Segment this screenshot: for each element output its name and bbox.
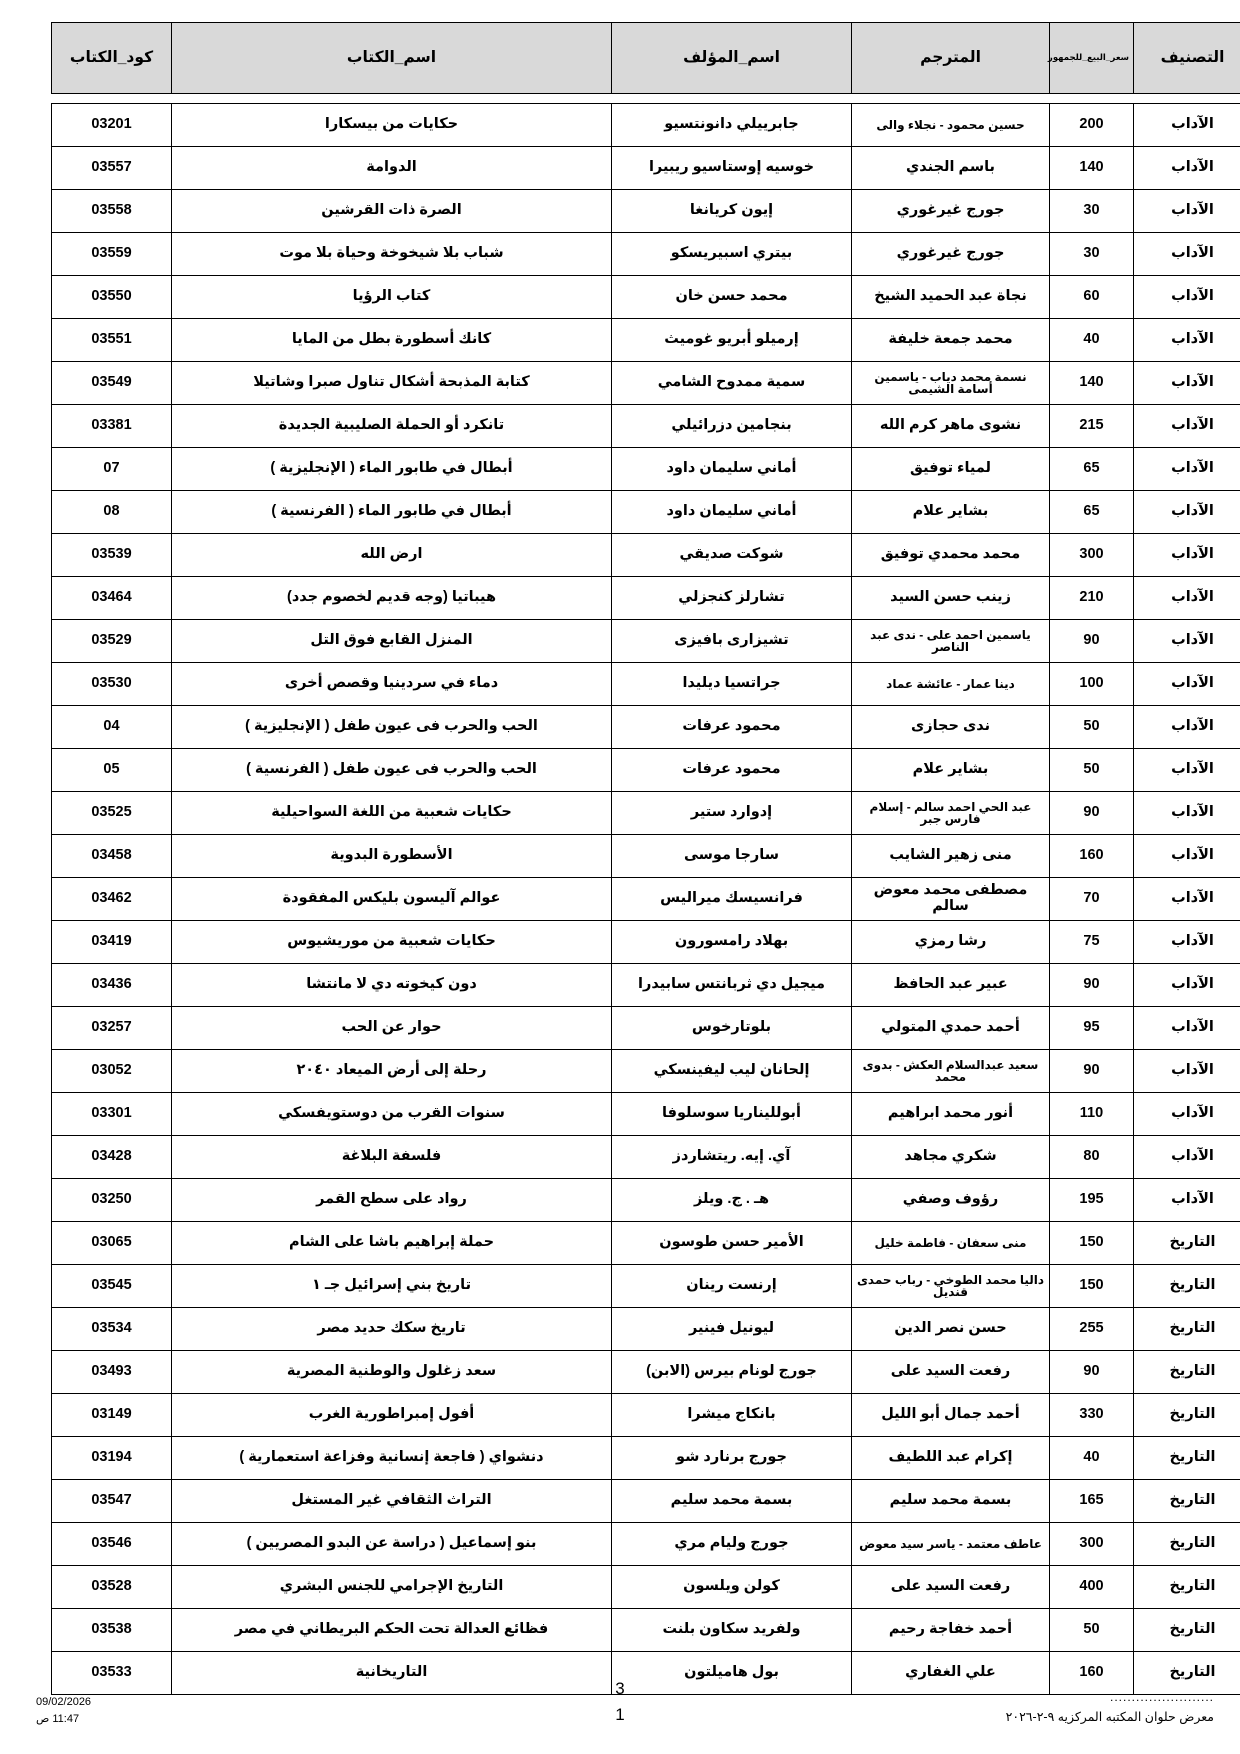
cell-title: حوار عن الحب: [172, 1007, 612, 1050]
cell-translator: دينا عمار - عائشة عماد: [852, 663, 1050, 706]
cell-code: 03194: [52, 1437, 172, 1480]
cell-classification: التاريخ: [1134, 1394, 1240, 1437]
footer-event-name: معرض حلوان المكتبه المركزيه ٩-٢-٢٠٢٦: [1005, 1710, 1214, 1725]
cell-classification: الآداب: [1134, 534, 1240, 577]
cell-code: 03149: [52, 1394, 172, 1437]
cell-price: 195: [1050, 1179, 1134, 1222]
table-row[interactable]: [52, 1480, 1240, 1523]
cell-classification: الآداب: [1134, 964, 1240, 1007]
cell-classification: الآداب: [1134, 620, 1240, 663]
cell-price: 30: [1050, 233, 1134, 276]
cell-title: المنزل القابع فوق التل: [172, 620, 612, 663]
cell-title: ارض الله: [172, 534, 612, 577]
cell-translator: زينب حسن السيد: [852, 577, 1050, 620]
footer-date: 09/02/2026: [36, 1696, 92, 1708]
table-row[interactable]: [52, 577, 1240, 620]
table-row[interactable]: [52, 233, 1240, 276]
table-row[interactable]: [52, 1394, 1240, 1437]
cell-price: 150: [1050, 1265, 1134, 1308]
cell-code: 03557: [52, 147, 172, 190]
column-header-price[interactable]: سعر_البيع_للجمهور: [1050, 23, 1134, 94]
table-row[interactable]: [52, 835, 1240, 878]
cell-author: فرانسيسك ميراليس: [612, 878, 852, 921]
cell-classification: الآداب: [1134, 319, 1240, 362]
cell-classification: الآداب: [1134, 147, 1240, 190]
cell-author: إرميلو أبريو غوميث: [612, 319, 852, 362]
table-row[interactable]: [52, 190, 1240, 233]
cell-author: بانكاج ميشرا: [612, 1394, 852, 1437]
cell-translator: إكرام عبد اللطيف: [852, 1437, 1050, 1480]
cell-translator: علي الغفاري: [852, 1652, 1050, 1695]
cell-translator: بسمة محمد سليم: [852, 1480, 1050, 1523]
cell-price: 215: [1050, 405, 1134, 448]
cell-code: 08: [52, 491, 172, 534]
cell-title: الحب والحرب فى عيون طفل ( الفرنسية ): [172, 749, 612, 792]
cell-classification: التاريخ: [1134, 1437, 1240, 1480]
cell-author: إرنست رينان: [612, 1265, 852, 1308]
cell-classification: الآداب: [1134, 663, 1240, 706]
table-row[interactable]: [52, 878, 1240, 921]
cell-classification: التاريخ: [1134, 1265, 1240, 1308]
cell-author: بسمة محمد سليم: [612, 1480, 852, 1523]
cell-classification: التاريخ: [1134, 1480, 1240, 1523]
cell-code: 05: [52, 749, 172, 792]
cell-price: 110: [1050, 1093, 1134, 1136]
cell-classification: الآداب: [1134, 190, 1240, 233]
cell-title: هيباتيا (وجه قديم لخصوم جدد): [172, 577, 612, 620]
header-body-spacer: [52, 94, 1240, 104]
cell-author: أبولليناريا سوسلوفا: [612, 1093, 852, 1136]
cell-price: 50: [1050, 1609, 1134, 1652]
footer-time: 11:47 ص: [36, 1713, 80, 1726]
cell-author: بول هاميلتون: [612, 1652, 852, 1695]
cell-title: أبطال في طابور الماء ( الفرنسية ): [172, 491, 612, 534]
cell-price: 90: [1050, 620, 1134, 663]
cell-translator: شكري مجاهد: [852, 1136, 1050, 1179]
table-row[interactable]: [52, 534, 1240, 577]
cell-author: محمود عرفات: [612, 749, 852, 792]
cell-author: سمية ممدوح الشامي: [612, 362, 852, 405]
table-row[interactable]: [52, 1437, 1240, 1480]
cell-code: 03464: [52, 577, 172, 620]
cell-classification: الآداب: [1134, 362, 1240, 405]
table-row[interactable]: [52, 1093, 1240, 1136]
cell-translator: أحمد حمدي المتولي: [852, 1007, 1050, 1050]
table-row[interactable]: [52, 319, 1240, 362]
cell-translator: حسن نصر الدين: [852, 1308, 1050, 1351]
cell-code: 07: [52, 448, 172, 491]
cell-code: 03546: [52, 1523, 172, 1566]
cell-title: الصرة ذات القرشين: [172, 190, 612, 233]
cell-title: حكايات شعبية من موريشيوس: [172, 921, 612, 964]
cell-code: 03052: [52, 1050, 172, 1093]
cell-title: تانكرد أو الحملة الصليبية الجديدة: [172, 405, 612, 448]
cell-classification: الآداب: [1134, 792, 1240, 835]
cell-classification: الآداب: [1134, 448, 1240, 491]
cell-translator: ياسمين احمد على - ندى عبد الناصر: [852, 620, 1050, 663]
cell-code: 03250: [52, 1179, 172, 1222]
cell-price: 90: [1050, 964, 1134, 1007]
cell-code: 04: [52, 706, 172, 749]
cell-author: بهلاد رامسورون: [612, 921, 852, 964]
cell-author: بلوتارخوس: [612, 1007, 852, 1050]
cell-title: الأسطورة البدوية: [172, 835, 612, 878]
footer-page-number-bottom: 1: [615, 1704, 625, 1724]
cell-title: أبطال في طابور الماء ( الإنجليزية ): [172, 448, 612, 491]
table-row[interactable]: [52, 491, 1240, 534]
cell-title: دماء في سردينيا وقصص أخرى: [172, 663, 612, 706]
cell-translator: عاطف معتمد - ياسر سيد معوض: [852, 1523, 1050, 1566]
cell-translator: نسمة محمد دياب - ياسمين أسامة الشيمى: [852, 362, 1050, 405]
cell-title: حكايات شعبية من اللغة السواحيلية: [172, 792, 612, 835]
table-row[interactable]: [52, 1609, 1240, 1652]
cell-title: حكايات من بيسكارا: [172, 104, 612, 147]
cell-price: 65: [1050, 491, 1134, 534]
cell-price: 400: [1050, 1566, 1134, 1609]
cell-price: 165: [1050, 1480, 1134, 1523]
cell-price: 40: [1050, 319, 1134, 362]
cell-price: 160: [1050, 835, 1134, 878]
cell-code: 03458: [52, 835, 172, 878]
cell-price: 300: [1050, 1523, 1134, 1566]
cell-author: آي. إيه. ريتشاردز: [612, 1136, 852, 1179]
cell-author: الأمير حسن طوسون: [612, 1222, 852, 1265]
cell-title: أفول إمبراطورية الغرب: [172, 1394, 612, 1437]
cell-code: 03301: [52, 1093, 172, 1136]
cell-code: 03428: [52, 1136, 172, 1179]
table-row[interactable]: [52, 749, 1240, 792]
cell-translator: رؤوف وصفي: [852, 1179, 1050, 1222]
cell-price: 200: [1050, 104, 1134, 147]
cell-code: 03539: [52, 534, 172, 577]
cell-classification: الآداب: [1134, 405, 1240, 448]
cell-author: جورج برنارد شو: [612, 1437, 852, 1480]
cell-author: تشارلز كنجزلي: [612, 577, 852, 620]
spacer-cell: [52, 94, 1240, 104]
cell-author: أماني سليمان داود: [612, 491, 852, 534]
cell-price: 80: [1050, 1136, 1134, 1179]
cell-author: محمود عرفات: [612, 706, 852, 749]
cell-code: 03550: [52, 276, 172, 319]
cell-author: تشيزارى بافيزى: [612, 620, 852, 663]
cell-code: 03538: [52, 1609, 172, 1652]
cell-translator: داليا محمد الطوخي - رباب حمدى قنديل: [852, 1265, 1050, 1308]
cell-classification: التاريخ: [1134, 1523, 1240, 1566]
cell-price: 330: [1050, 1394, 1134, 1437]
cell-code: 03534: [52, 1308, 172, 1351]
cell-classification: الآداب: [1134, 276, 1240, 319]
cell-translator: حسين محمود - نجلاء والى: [852, 104, 1050, 147]
cell-title: عوالم آليسون بليكس المفقودة: [172, 878, 612, 921]
column-header-title[interactable]: اسم_الكتاب: [172, 23, 612, 94]
table-row[interactable]: [52, 620, 1240, 663]
cell-classification: الآداب: [1134, 749, 1240, 792]
cell-classification: التاريخ: [1134, 1566, 1240, 1609]
cell-classification: الآداب: [1134, 491, 1240, 534]
cell-classification: الآداب: [1134, 1050, 1240, 1093]
cell-author: ميجيل دي ثربانتس سابيدرا: [612, 964, 852, 1007]
cell-code: 03381: [52, 405, 172, 448]
cell-price: 65: [1050, 448, 1134, 491]
cell-title: رحلة إلى أرض الميعاد ٢٠٤٠: [172, 1050, 612, 1093]
cell-translator: محمد محمدي توفيق: [852, 534, 1050, 577]
cell-code: 03547: [52, 1480, 172, 1523]
cell-price: 70: [1050, 878, 1134, 921]
cell-author: جورج وليام مري: [612, 1523, 852, 1566]
cell-price: 100: [1050, 663, 1134, 706]
cell-translator: سعيد عبدالسلام العكش - بدوى محمد: [852, 1050, 1050, 1093]
cell-translator: مصطفى محمد معوض سالم: [852, 878, 1050, 921]
cell-translator: ندى حجازى: [852, 706, 1050, 749]
cell-title: حملة إبراهيم باشا على الشام: [172, 1222, 612, 1265]
footer-event-info: [1006, 1688, 1214, 1727]
table-row[interactable]: [52, 448, 1240, 491]
table-row[interactable]: [52, 1523, 1240, 1566]
cell-translator: نشوى ماهر كرم الله: [852, 405, 1050, 448]
cell-classification: الآداب: [1134, 577, 1240, 620]
cell-code: 03257: [52, 1007, 172, 1050]
cell-price: 75: [1050, 921, 1134, 964]
cell-translator: باسم الجندي: [852, 147, 1050, 190]
cell-classification: الآداب: [1134, 1093, 1240, 1136]
cell-author: سارجا موسى: [612, 835, 852, 878]
cell-classification: التاريخ: [1134, 1652, 1240, 1695]
cell-code: 03529: [52, 620, 172, 663]
cell-price: 150: [1050, 1222, 1134, 1265]
column-header-code[interactable]: كود_الكتاب: [52, 23, 172, 94]
cell-title: كانك أسطورة بطل من المايا: [172, 319, 612, 362]
table-row[interactable]: [52, 1136, 1240, 1179]
cell-author: إدوارد ستير: [612, 792, 852, 835]
table-row[interactable]: [52, 1265, 1240, 1308]
table-row[interactable]: [52, 1308, 1240, 1351]
cell-code: 03525: [52, 792, 172, 835]
cell-price: 210: [1050, 577, 1134, 620]
footer-dots: ........................: [1109, 1690, 1214, 1704]
cell-code: 03419: [52, 921, 172, 964]
cell-price: 300: [1050, 534, 1134, 577]
cell-code: 03558: [52, 190, 172, 233]
page-footer: [0, 1679, 1240, 1754]
cell-translator: أحمد خفاجة رحيم: [852, 1609, 1050, 1652]
cell-code: 03201: [52, 104, 172, 147]
cell-title: التاريخ الإجرامي للجنس البشري: [172, 1566, 612, 1609]
cell-title: رواد على سطح القمر: [172, 1179, 612, 1222]
cell-code: 03528: [52, 1566, 172, 1609]
cell-translator: نجاة عبد الحميد الشيخ: [852, 276, 1050, 319]
cell-translator: جورج غيرغوري: [852, 233, 1050, 276]
cell-classification: التاريخ: [1134, 1351, 1240, 1394]
cell-author: كولن ويلسون: [612, 1566, 852, 1609]
cell-title: دنشواي ( فاجعة إنسانية وفزاعة استعمارية ): [172, 1437, 612, 1480]
cell-code: 03559: [52, 233, 172, 276]
cell-price: 40: [1050, 1437, 1134, 1480]
cell-translator: بشاير علام: [852, 491, 1050, 534]
cell-code: 03065: [52, 1222, 172, 1265]
table-row[interactable]: [52, 1007, 1240, 1050]
table-row[interactable]: [52, 1566, 1240, 1609]
table-row[interactable]: [52, 792, 1240, 835]
table-row[interactable]: [52, 706, 1240, 749]
cell-classification: التاريخ: [1134, 1308, 1240, 1351]
cell-classification: الآداب: [1134, 233, 1240, 276]
table-row[interactable]: [52, 147, 1240, 190]
cell-title: كتاب الرؤيا: [172, 276, 612, 319]
cell-classification: الآداب: [1134, 706, 1240, 749]
cell-price: 30: [1050, 190, 1134, 233]
cell-classification: الآداب: [1134, 921, 1240, 964]
cell-translator: عبد الحي احمد سالم - إسلام فارس جبر: [852, 792, 1050, 835]
cell-title: الدوامة: [172, 147, 612, 190]
cell-price: 140: [1050, 147, 1134, 190]
cell-code: 03549: [52, 362, 172, 405]
cell-price: 140: [1050, 362, 1134, 405]
cell-title: الحب والحرب فى عيون طفل ( الإنجليزية ): [172, 706, 612, 749]
table-row[interactable]: [52, 276, 1240, 319]
cell-price: 160: [1050, 1652, 1134, 1695]
cell-classification: الآداب: [1134, 835, 1240, 878]
table-row[interactable]: [52, 1222, 1240, 1265]
cell-title: فلسفة البلاغة: [172, 1136, 612, 1179]
cell-price: 50: [1050, 706, 1134, 749]
cell-price: 90: [1050, 1050, 1134, 1093]
cell-translator: محمد جمعة خليفة: [852, 319, 1050, 362]
column-header-author[interactable]: اسم_المؤلف: [612, 23, 852, 94]
table-row[interactable]: [52, 1050, 1240, 1093]
cell-translator: منى سعفان - فاطمة خليل: [852, 1222, 1050, 1265]
cell-price: 90: [1050, 792, 1134, 835]
cell-code: 03462: [52, 878, 172, 921]
cell-title: التاريخانية: [172, 1652, 612, 1695]
table-row[interactable]: [52, 405, 1240, 448]
cell-classification: التاريخ: [1134, 1222, 1240, 1265]
cell-code: 03551: [52, 319, 172, 362]
cell-price: 60: [1050, 276, 1134, 319]
cell-translator: رشا رمزي: [852, 921, 1050, 964]
cell-author: بنجامين دزرائيلي: [612, 405, 852, 448]
table-header-row: [52, 23, 1240, 94]
cell-title: شباب بلا شيخوخة وحياة بلا موت: [172, 233, 612, 276]
cell-author: هـ . ج. ويلز: [612, 1179, 852, 1222]
cell-classification: الآداب: [1134, 878, 1240, 921]
table-row[interactable]: [52, 362, 1240, 405]
cell-title: بنو إسماعيل ( دراسة عن البدو المصريين ): [172, 1523, 612, 1566]
cell-title: تاريخ بني إسرائيل جـ ١: [172, 1265, 612, 1308]
cell-translator: جورج غيرغوري: [852, 190, 1050, 233]
cell-translator: رفعت السيد على: [852, 1351, 1050, 1394]
cell-price: 255: [1050, 1308, 1134, 1351]
cell-author: إلحانان ليب ليفينسكي: [612, 1050, 852, 1093]
cell-price: 90: [1050, 1351, 1134, 1394]
cell-author: أماني سليمان داود: [612, 448, 852, 491]
cell-code: 03436: [52, 964, 172, 1007]
cell-title: تاريخ سكك حديد مصر: [172, 1308, 612, 1351]
cell-code: 03493: [52, 1351, 172, 1394]
table-body: [52, 94, 1240, 1695]
cell-title: سنوات القرب من دوستويفسكي: [172, 1093, 612, 1136]
table-row[interactable]: [52, 104, 1240, 147]
cell-title: كتابة المذبحة أشكال تناول صبرا وشاتيلا: [172, 362, 612, 405]
cell-code: 03545: [52, 1265, 172, 1308]
cell-title: سعد زغلول والوطنية المصرية: [172, 1351, 612, 1394]
cell-author: إيون كريانغا: [612, 190, 852, 233]
table-row[interactable]: [52, 964, 1240, 1007]
cell-classification: الآداب: [1134, 1179, 1240, 1222]
cell-price: 95: [1050, 1007, 1134, 1050]
cell-translator: منى زهير الشايب: [852, 835, 1050, 878]
cell-code: 03533: [52, 1652, 172, 1695]
cell-classification: الآداب: [1134, 1007, 1240, 1050]
table-header: [52, 23, 1240, 94]
column-header-translator[interactable]: المترجم: [852, 23, 1050, 94]
cell-code: 03530: [52, 663, 172, 706]
cell-price: 50: [1050, 749, 1134, 792]
cell-author: خوسيه إوستاسيو ريبيرا: [612, 147, 852, 190]
cell-translator: لمياء توفيق: [852, 448, 1050, 491]
cell-translator: أحمد جمال أبو الليل: [852, 1394, 1050, 1437]
book-table: [51, 22, 1240, 1695]
cell-author: شوكت صديقي: [612, 534, 852, 577]
table-row[interactable]: [52, 663, 1240, 706]
cell-classification: التاريخ: [1134, 1609, 1240, 1652]
cell-author: ولفريد سكاون بلنت: [612, 1609, 852, 1652]
cell-translator: رفعت السيد على: [852, 1566, 1050, 1609]
cell-translator: عبير عبد الحافظ: [852, 964, 1050, 1007]
cell-author: محمد حسن خان: [612, 276, 852, 319]
cell-author: جراتسيا ديليدا: [612, 663, 852, 706]
cell-classification: الآداب: [1134, 1136, 1240, 1179]
cell-author: ليونيل فينير: [612, 1308, 852, 1351]
cell-translator: بشاير علام: [852, 749, 1050, 792]
book-table-container: [52, 22, 1240, 1695]
cell-title: التراث الثقافي غير المستغل: [172, 1480, 612, 1523]
table-row[interactable]: [52, 921, 1240, 964]
cell-translator: أنور محمد ابراهيم: [852, 1093, 1050, 1136]
cell-author: بيتري اسبيريسكو: [612, 233, 852, 276]
table-row[interactable]: [52, 1179, 1240, 1222]
cell-author: جابرييلي دانونتسيو: [612, 104, 852, 147]
cell-title: فظائع العدالة تحت الحكم البريطاني في مصر: [172, 1609, 612, 1652]
footer-page-number-top: 3: [615, 1679, 625, 1698]
cell-title: دون كيخوته دي لا مانتشا: [172, 964, 612, 1007]
cell-author: جورج لونام بيرس (الابن): [612, 1351, 852, 1394]
table-row[interactable]: [52, 1351, 1240, 1394]
column-header-classification[interactable]: التصنيف: [1134, 23, 1240, 94]
cell-classification: الآداب: [1134, 104, 1240, 147]
